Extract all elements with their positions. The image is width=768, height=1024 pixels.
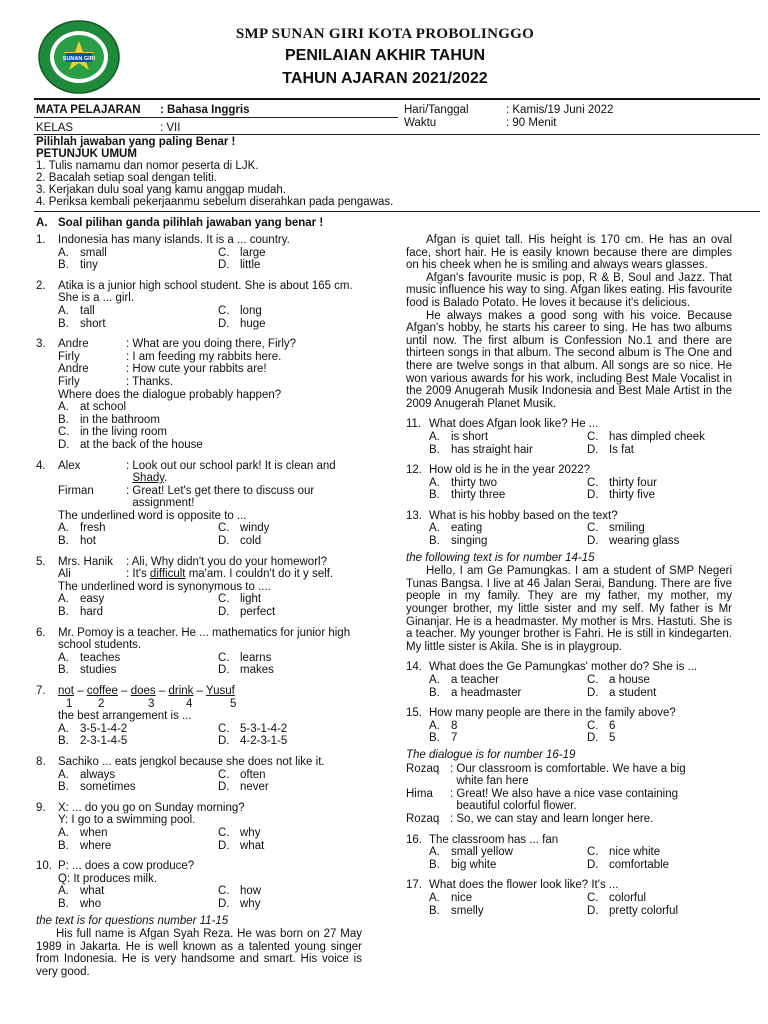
question-text: How many people are there in the family above? xyxy=(429,707,676,720)
instructions-heading: PETUNJUK UMUM xyxy=(36,148,137,160)
subject-label: MATA PELAJARAN xyxy=(36,104,141,116)
option: B. sometimes xyxy=(58,781,136,794)
question-number: 2. xyxy=(36,279,46,292)
question-number: 6. xyxy=(36,626,46,639)
question-text: The underlined word is opposite to ... xyxy=(58,509,247,522)
option: B. 2-3-1-4-5 xyxy=(58,735,128,748)
text-intro: the text is for questions number 11-15 xyxy=(36,914,229,927)
option: D. why xyxy=(218,897,261,910)
question-number: 10. xyxy=(36,860,52,873)
instruction-line: Pilihlah jawaban yang paling Benar ! xyxy=(36,136,236,148)
option: C. windy xyxy=(218,522,270,535)
text-intro: the following text is for number 14-15 xyxy=(406,551,595,564)
option: C. why xyxy=(218,826,261,839)
option: A. fresh xyxy=(58,522,106,535)
question-15 xyxy=(406,707,732,745)
left-column xyxy=(36,234,362,978)
question-5 xyxy=(36,556,362,619)
meta-rule-left xyxy=(34,117,398,118)
question-8 xyxy=(36,756,362,794)
question-number: 15. xyxy=(406,707,422,720)
word-numbers: 1 2 3 4 5 xyxy=(66,697,237,710)
instruction-item: 2. Bacalah setiap soal dengan teliti. xyxy=(36,172,217,184)
option: A. what xyxy=(58,885,105,898)
question-number: 12. xyxy=(406,464,422,477)
option: A. always xyxy=(58,768,116,781)
option: A. easy xyxy=(58,593,105,606)
question-text: Q: It produces milk. xyxy=(58,872,158,885)
option: B. where xyxy=(58,839,112,852)
question-number: 1. xyxy=(36,234,46,246)
header-rule xyxy=(34,98,760,100)
reading-paragraph: Hello, I am Ge Pamungkas. I am a student of SMP Negeri Tunas Bangsa. I live at 46 Jalan Serai, Bandung. There are five people in my family. They are my father, my mother, my younger brother, my little sister and my self. My father is Mr Ginanjar. He is a headmaster. My mother is Mrs. Hastuti. She is a teacher. My younger brother is Fahri. He is still in kindegarten. My little sister is Akila. She is in playgroup. xyxy=(406,565,732,653)
school-logo xyxy=(38,19,120,95)
option: A. when xyxy=(58,826,108,839)
option: C. light xyxy=(218,593,262,606)
option: D. makes xyxy=(218,664,274,677)
underlined-word: difficult xyxy=(149,568,186,581)
option: B. tiny xyxy=(58,259,98,272)
question-number: 9. xyxy=(36,801,46,814)
option: A. is short xyxy=(429,430,489,443)
option: D. little xyxy=(218,259,261,272)
option: B. big white xyxy=(429,858,497,871)
class-label: KELAS xyxy=(36,122,74,134)
option: D. perfect xyxy=(218,606,276,619)
question-10 xyxy=(36,860,362,910)
option: C. in the living room xyxy=(58,426,167,439)
question-text: The classroom has ... fan xyxy=(429,833,559,846)
question-3 xyxy=(36,338,362,451)
option: D. pretty colorful xyxy=(587,904,679,917)
jumbled-words: not – coffee – does – drink – Yusuf xyxy=(58,685,235,697)
option: A. nice xyxy=(429,891,473,904)
option: D. Is fat xyxy=(587,443,634,456)
option: B. singing xyxy=(429,535,488,548)
reading-paragraph: Afgan is quiet tall. His height is 170 cm. He has an oval face, short hair. He is easily known because there are dimples on his cheek when he is smiling and always wears glasses. xyxy=(406,234,732,272)
svg-text:SUNAN GIRI: SUNAN GIRI xyxy=(62,56,96,62)
option: B. short xyxy=(58,317,106,330)
day-label: Hari/Tanggal xyxy=(404,104,469,116)
question-9 xyxy=(36,802,362,852)
question-text: Sachiko ... eats jengkol because she does not like it. xyxy=(58,755,325,768)
section-letter: A. xyxy=(36,217,48,229)
dialog-line: Ali : It's difficult ma'am. I couldn't do it y self. xyxy=(58,568,334,581)
dialog-line: Rozaq : Our classroom is comfortable. We have a big white fan here xyxy=(406,762,686,788)
right-column xyxy=(406,234,732,925)
dialog-line: Firly : I am feeding my rabbits here. xyxy=(58,350,282,363)
option: A. small yellow xyxy=(429,846,513,859)
question-text: the best arrangement is ... xyxy=(58,710,192,723)
question-text: Atika is a junior high school student. She is about 165 cm. She is a ... girl. xyxy=(58,279,353,305)
option: D. at the back of the house xyxy=(58,438,203,451)
option: B. smelly xyxy=(429,904,484,917)
question-6 xyxy=(36,627,362,677)
option: B. hard xyxy=(58,606,104,619)
school-name: SMP SUNAN GIRI KOTA PROBOLINGGO xyxy=(235,26,535,42)
option: B. a headmaster xyxy=(429,686,522,699)
dialog-line: Andre : How cute your rabbits are! xyxy=(58,363,267,376)
option: B. in the bathroom xyxy=(58,413,160,426)
option: C. nice white xyxy=(587,846,661,859)
question-number: 11. xyxy=(406,418,422,431)
option: C. smiling xyxy=(587,522,645,535)
question-text: What is his hobby based on the text? xyxy=(429,509,618,522)
dialog-line: Firly : Thanks. xyxy=(58,375,174,388)
option: A. small xyxy=(58,246,107,259)
option: C. how xyxy=(218,885,262,898)
option: A. a teacher xyxy=(429,674,499,686)
option: A. at school xyxy=(58,401,127,414)
time-value: : 90 Menit xyxy=(506,117,557,129)
reading-paragraph: Afgan's favourite music is pop, R & B, Soul and Jazz. That music influence his way to sing. Afgan likes eating. His favourite food is Balado Potato. He loves it because it's delicious. xyxy=(406,271,732,309)
question-number: 17. xyxy=(406,879,422,892)
option: D. thirty five xyxy=(587,489,656,502)
meta-rule xyxy=(34,134,760,135)
question-text: What does the Ge Pamungkas' mother do? She is ... xyxy=(429,661,698,674)
question-text: What does Afgan look like? He ... xyxy=(429,418,599,431)
question-number: 14. xyxy=(406,661,422,674)
question-text: How old is he in the year 2022? xyxy=(429,464,591,477)
option: C. thirty four xyxy=(587,476,657,489)
dialog-intro: The dialogue is for number 16-19 xyxy=(406,748,576,761)
option: A. tall xyxy=(58,304,95,317)
option: A. 3-5-1-4-2 xyxy=(58,722,128,735)
option: C. 5-3-1-4-2 xyxy=(218,722,288,735)
question-1 xyxy=(36,234,362,272)
section-title: Soal pilihan ganda pilihlah jawaban yang benar ! xyxy=(58,217,324,229)
dialog-line: Hima : Great! We also have a nice vase containing beautiful colorful flower. xyxy=(406,787,679,813)
day-value: : Kamis/19 Juni 2022 xyxy=(506,104,614,116)
dialog-line: Andre : What are you doing there, Firly? xyxy=(58,338,297,351)
option: B. studies xyxy=(58,664,117,677)
instruction-item: 3. Kerjakan dulu soal yang kamu anggap mudah. xyxy=(36,184,286,196)
question-7 xyxy=(36,685,362,748)
option: A. teaches xyxy=(58,651,121,664)
dialog-line: Rozaq : So, we can stay and learn longer here. xyxy=(406,812,654,825)
option: B. has straight hair xyxy=(429,443,533,456)
question-4 xyxy=(36,460,362,548)
question-number: 13. xyxy=(406,509,422,522)
question-number: 8. xyxy=(36,755,46,768)
option: C. often xyxy=(218,768,266,781)
dialog-line: Alex : Look out our school park! It is clean and Shady. xyxy=(58,459,336,485)
option: D. 4-2-3-1-5 xyxy=(218,735,288,748)
exam-title: PENILAIAN AKHIR TAHUN xyxy=(285,47,485,64)
option: C. large xyxy=(218,246,266,259)
instruction-item: 4. Periksa kembali pekerjaanmu sebelum diserahkan pada pengawas. xyxy=(36,196,394,208)
option: A. eating xyxy=(429,522,483,535)
question-text: Mr. Pomoy is a teacher. He ... mathematics for junior high school students. xyxy=(58,626,351,652)
question-2 xyxy=(36,280,362,330)
option: A. 8 xyxy=(429,719,458,732)
question-number: 7. xyxy=(36,685,46,697)
question-text: Indonesia has many islands. It is a ... country. xyxy=(58,234,290,246)
option: C. 6 xyxy=(587,719,616,732)
option: B. who xyxy=(58,897,102,910)
question-number: 5. xyxy=(36,555,46,568)
option: D. comfortable xyxy=(587,858,670,871)
option: B. hot xyxy=(58,535,96,548)
question-text: X: ... do you go on Sunday morning? xyxy=(58,801,245,814)
option: B. thirty three xyxy=(429,489,506,502)
instruction-item: 1. Tulis namamu dan nomor peserta di LJK. xyxy=(36,160,259,172)
underlined-word: Shady xyxy=(132,472,165,485)
question-12 xyxy=(406,464,732,502)
option: D. wearing glass xyxy=(587,535,680,548)
reading-paragraph: His full name is Afgan Syah Reza. He was born on 27 May 1989 in Jakarta. He is well known as a talented young singer from Indonesia. He is very handsome and smart. His voice is very good. xyxy=(36,928,362,978)
subject-value: : Bahasa Inggris xyxy=(160,104,250,116)
question-16 xyxy=(406,834,732,872)
option: C. colorful xyxy=(587,891,647,904)
option: C. learns xyxy=(218,651,272,664)
time-label: Waktu xyxy=(404,117,437,129)
option: C. has dimpled cheek xyxy=(587,430,705,443)
class-value: : VII xyxy=(160,122,181,134)
option: D. cold xyxy=(218,535,262,548)
question-number: 3. xyxy=(36,338,46,351)
question-text: P: ... does a cow produce? xyxy=(58,860,195,873)
option: D. 5 xyxy=(587,732,616,745)
question-17 xyxy=(406,879,732,917)
question-number: 16. xyxy=(406,833,422,846)
question-text: Where does the dialogue probably happen? xyxy=(58,388,282,401)
option: D. what xyxy=(218,839,265,852)
question-text: The underlined word is synonymous to .... xyxy=(58,580,271,593)
option: C. long xyxy=(218,304,262,317)
option: D. a student xyxy=(587,686,657,699)
question-text: What does the flower look like? It's ... xyxy=(429,879,619,892)
question-text: Y: I go to a swimming pool. xyxy=(58,814,196,827)
dialog-line: Mrs. Hanik : Ali, Why didn't you do your homeworl? xyxy=(58,555,327,568)
question-number: 4. xyxy=(36,459,46,472)
question-13 xyxy=(406,510,732,548)
option: A. thirty two xyxy=(429,476,498,489)
instructions-rule xyxy=(34,211,760,212)
question-11 xyxy=(406,418,732,456)
option: D. never xyxy=(218,781,269,794)
option: B. 7 xyxy=(429,732,458,745)
question-14 xyxy=(406,661,732,699)
option: C. a house xyxy=(587,674,650,686)
school-year: TAHUN AJARAN 2021/2022 xyxy=(282,70,488,87)
dialog-line: Firman : Great! Let's get there to discuss our assignment! xyxy=(58,484,315,510)
option: D. huge xyxy=(218,317,266,330)
reading-paragraph: He always makes a good song with his voice. Because Afgan's hobby, he starts his career to sing. He has two albums until now. The first album is Confession No.1 and there are thirteen songs in that album. The second album is The One and there are twelve songs in that album. All songs are so nice. He won various awards for his work, including Best Male Vocalist in the 2009 Anugerah Musik Indonesia and Best Male Artist in the 2009 Anugerah Planet Musik. xyxy=(406,309,732,410)
